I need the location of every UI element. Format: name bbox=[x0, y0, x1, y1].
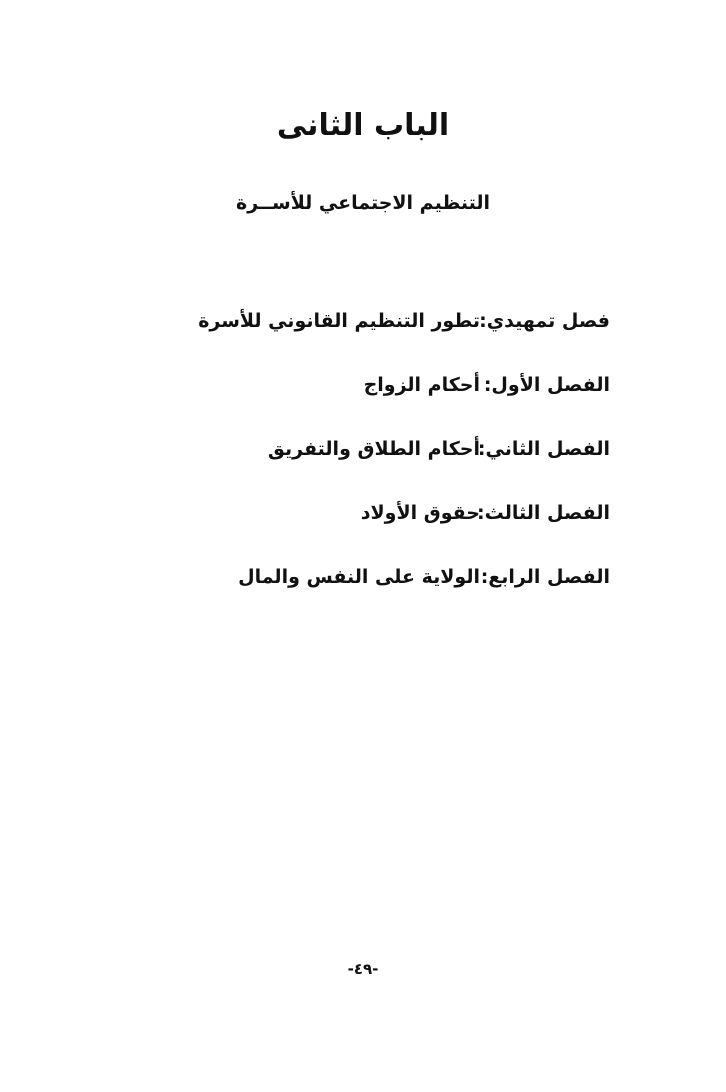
chapter-label: الفصل الثالث: bbox=[477, 502, 610, 524]
chapter-label: فصل تمهيدي: bbox=[479, 310, 610, 332]
chapter-title: حقوق الأولاد bbox=[360, 502, 480, 524]
chapter-title: أحكام الطلاق والتفريق bbox=[267, 438, 480, 460]
chapter-label: الفصل الثاني: bbox=[477, 438, 610, 460]
chapter-list bbox=[190, 310, 610, 630]
chapter-title: تطور التنظيم القانوني للأسرة bbox=[198, 310, 480, 332]
chapter-label: الفصل الرابع: bbox=[480, 566, 610, 588]
part-title: الباب الثانى bbox=[276, 108, 450, 143]
chapter-title: أحكام الزواج bbox=[363, 374, 480, 396]
chapter-label: الفصل الأول: bbox=[483, 374, 610, 396]
chapter-entry-2 bbox=[190, 438, 610, 502]
page-number: -٤٩- bbox=[347, 960, 379, 978]
chapter-entry-1 bbox=[190, 374, 610, 438]
chapter-entry-3 bbox=[190, 502, 610, 566]
chapter-title: الولاية على النفس والمال bbox=[238, 566, 480, 588]
chapter-entry-4 bbox=[190, 566, 610, 630]
chapter-entry-intro bbox=[190, 310, 610, 374]
part-subtitle: التنظيم الاجتماعي للأســرة bbox=[235, 192, 490, 214]
